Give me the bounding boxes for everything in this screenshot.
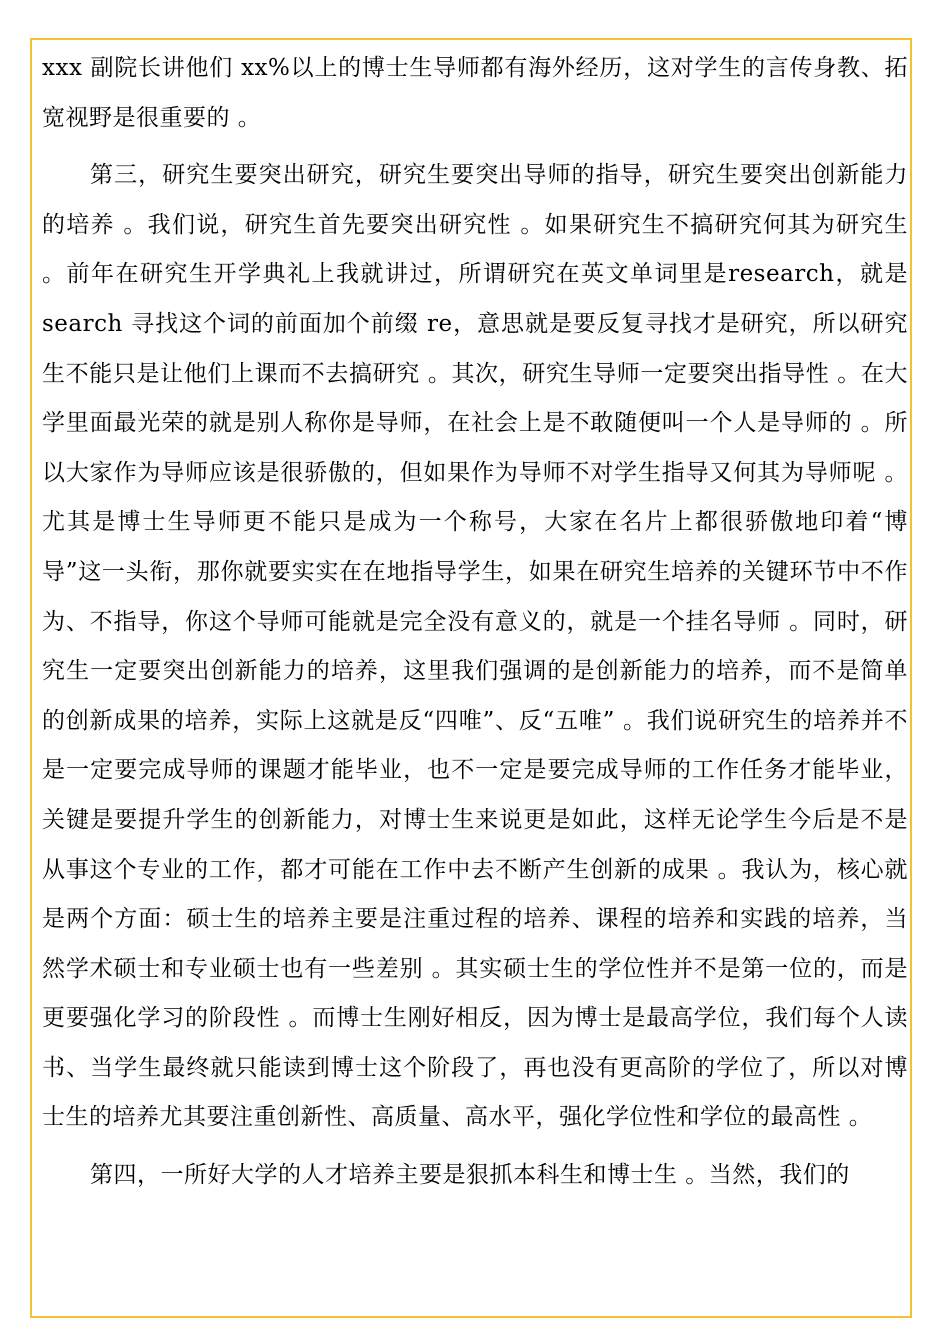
paragraph-3: 第四，一所好大学的人才培养主要是狠抓本科生和博士生 。当然，我们的	[90, 1162, 850, 1189]
paragraph-gap	[42, 1143, 908, 1151]
paragraph-2: 第三，研究生要突出研究，研究生要突出导师的指导，研究生要突出创新能力的培养 。我们说，研究生首先要突出研究性 。如果研究生不搞研究何其为研究生 。前年在研究生开学典礼上我就讲过，所谓研究在英文单词里是research，就是 search 寻找这个词的前面加个前缀 re，意思就是要反复寻找才是研究，所以研究生不能只是让他们上课而不去搞研究 。其次，研究生导师一定要突出指导性 。在大学里面最光荣的就是别人称你是导师，在社会上是不敢随便叫一个人是导师的 。所以大家作为导师应该是很骄傲的，但如果作为导师不对学生指导又何其为导师呢 。尤其是博士生导师更不能只是成为一个称号，大家在名片上都很骄傲地印着“博导”这一头衔，那你就要实实在在地指导学生，如果在研究生培养的关键环节中不作为、不指导，你这个导师可能就是完全没有意义的，就是一个挂名导师 。同时，研究生一定要突出创新能力的培养，这里我们强调的是创新能力的培养，而不是简单的创新成果的培养，实际上这就是反“四唯”、反“五唯” 。我们说研究生的培养并不是一定要完成导师的课题才能毕业，也不一定是要完成导师的工作任务才能毕业，关键是要提升学生的创新能力，对博士生来说更是如此，这样无论学生今后是不是从事这个专业的工作，都才可能在工作中去不断产生创新的成果 。我认为，核心就是两个方面：硕士生的培养主要是注重过程的培养、课程的培养和实践的培养，当然学术硕士和专业硕士也有一些差别 。其实硕士生的学位性并不是第一位的，而是更要强化学习的阶段性 。而博士生刚好相反，因为博士是最高学位，我们每个人读书、当学生最终就只能读到博士这个阶段了，再也没有更高阶的学位了，所以对博士生的培养尤其要注重创新性、高质量、高水平，强化学位性和学位的最高性 。	[42, 162, 908, 1131]
paragraph-gap	[42, 143, 908, 151]
paragraph-1: xxx 副院长讲他们 xx%以上的博士生导师都有海外经历，这对学生的言传身教、拓宽视野是很重要的 。	[42, 55, 908, 131]
document-body	[42, 44, 908, 1201]
